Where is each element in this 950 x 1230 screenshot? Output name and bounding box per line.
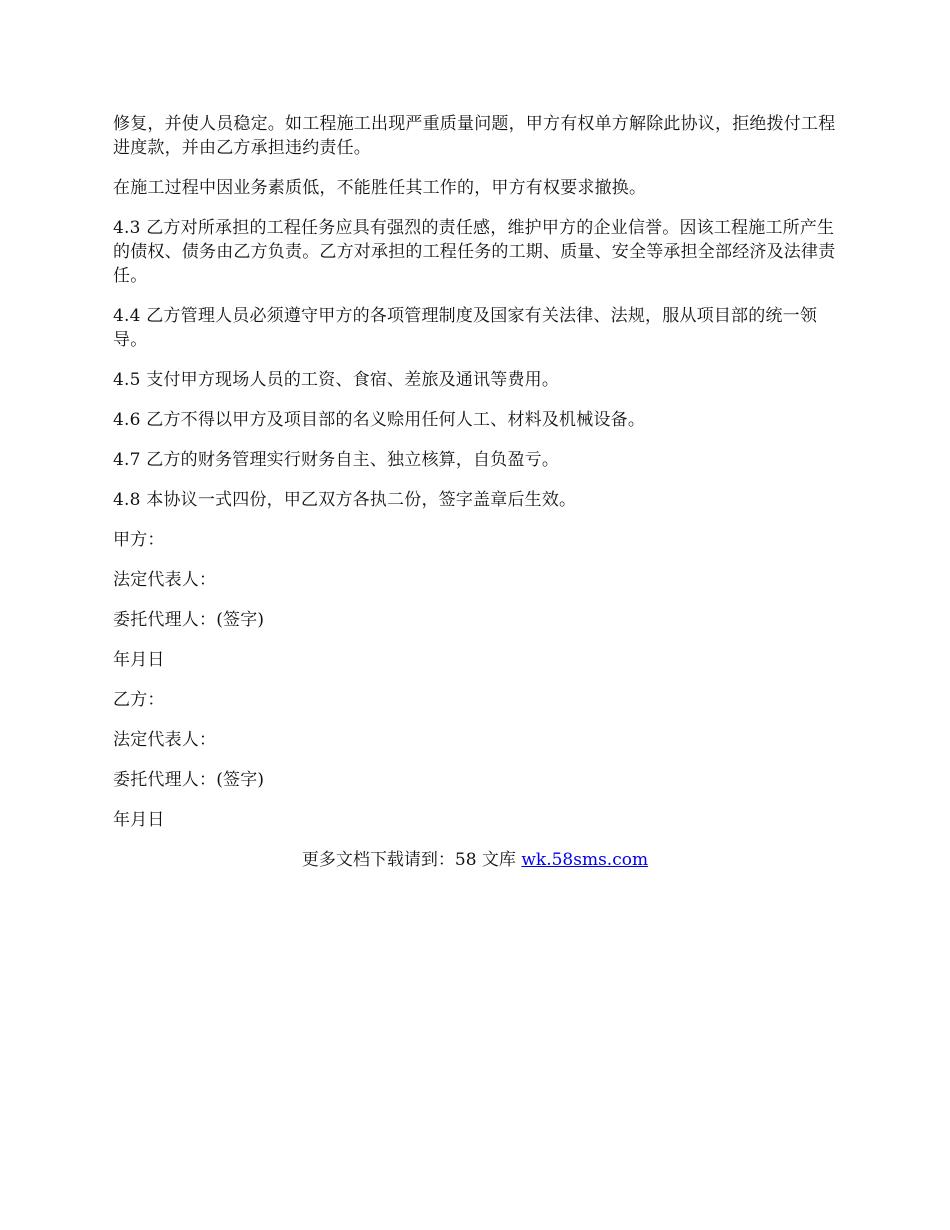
paragraph-repair-quality: 修复，并使人员稳定。如工程施工出现严重质量问题，甲方有权单方解除此协议，拒绝拨付工程进度款，并由乙方承担违约责任。 [113, 114, 836, 158]
document-body [113, 112, 843, 848]
party-b-agent: 委托代理人：(签字) [113, 770, 265, 790]
party-b-date: 年月日 [113, 810, 165, 830]
party-a-legal-rep: 法定代表人： [113, 570, 217, 590]
clause-4-5: 4.5 支付甲方现场人员的工资、食宿、差旅及通讯等费用。 [113, 370, 560, 390]
clause-4-6: 4.6 乙方不得以甲方及项目部的名义赊用任何人工、材料及机械设备。 [113, 410, 646, 430]
party-b-label: 乙方： [113, 690, 165, 710]
footer-text: 更多文档下载请到：58 文库 [301, 850, 522, 870]
paragraph-replace-staff: 在施工过程中因业务素质低，不能胜任其工作的，甲方有权要求撤换。 [113, 178, 647, 198]
party-b-legal-rep: 法定代表人： [113, 730, 217, 750]
party-a-agent: 委托代理人：(签字) [113, 610, 265, 630]
party-a-label: 甲方： [113, 530, 165, 550]
clause-4-3: 4.3 乙方对所承担的工程任务应具有强烈的责任感，维护甲方的企业信誉。因该工程施工所产生的债权、债务由乙方负责。乙方对承担的工程任务的工期、质量、安全等承担全部经济及法律责任。 [113, 218, 836, 286]
party-a-date: 年月日 [113, 650, 165, 670]
download-footer [0, 848, 950, 872]
footer-link[interactable]: wk.58sms.com [521, 850, 649, 870]
clause-4-4: 4.4 乙方管理人员必须遵守甲方的各项管理制度及国家有关法律、法规，服从项目部的统一领导。 [113, 306, 818, 350]
clause-4-8: 4.8 本协议一式四份，甲乙双方各执二份，签字盖章后生效。 [113, 490, 577, 510]
clause-4-7: 4.7 乙方的财务管理实行财务自主、独立核算，自负盈亏。 [113, 450, 560, 470]
